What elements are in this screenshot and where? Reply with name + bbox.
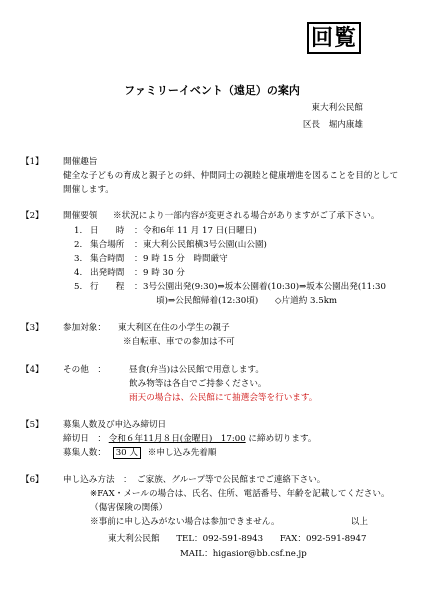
circulation-stamp: 回覧 (307, 22, 361, 54)
item-label: 日 時 (90, 226, 125, 236)
deadline-label: 締切日 ： (63, 434, 106, 444)
item-label: 集合場所 (90, 240, 125, 250)
section-4-line-2: 飲み物等は各自でご持参ください。 (129, 379, 267, 389)
footer-tel[interactable]: TEL：092-591-8943 (176, 534, 264, 544)
item-value: 9 時 15 分 時間厳守 (143, 254, 228, 264)
item-number: 5. (74, 282, 83, 292)
deadline-suffix: に締め切ります。 (248, 434, 317, 444)
item-value: 令和6年 11 月 17 日(日曜日) (143, 226, 257, 236)
section-6-line-2: ※FAX・メールの場合は、氏名、住所、電話番号、年齢を記載してください。 (90, 489, 390, 499)
section-2 (21, 211, 380, 222)
item-label: 出発時間 (90, 268, 125, 278)
section-heading: 開催趣旨 (63, 157, 98, 167)
deadline-value: 令和６年11月８日(金曜日) 17:00 (108, 434, 246, 444)
item-value: 3号公園出発(9:30)⇒坂本公園着(10:30)⇒坂本公園出発(11:30 (143, 282, 386, 292)
section-1-line-1: 健全な子どもの育成と親子との絆、仲間同士の親睦と健康増進を図ることを目的として (63, 171, 399, 181)
list-item: 4. 出発時間 ： 9 時 30 分 (74, 268, 185, 278)
item-number: 4. (74, 268, 83, 278)
count-note: ※申し込み先着順 (147, 448, 217, 458)
section-6-line-3: （傷害保険の関係） (90, 503, 168, 513)
closing-text: 以上 (350, 517, 368, 527)
section-value: 東大利区在住の小学生の親子 (118, 323, 230, 333)
section-5 (21, 420, 167, 431)
section-number: 【4】 (21, 365, 44, 375)
item-number: 3. (74, 254, 83, 264)
section-heading: 開催要領 (63, 211, 98, 221)
section-3 (21, 323, 230, 334)
item-number: 2. (74, 240, 83, 250)
footer-contact (108, 534, 366, 545)
section-number: 【2】 (21, 211, 44, 221)
section-1 (21, 157, 98, 168)
section-heading: 募集人数及び申込み締切日 (63, 420, 167, 430)
section-label: 申し込み方法 ： (63, 475, 132, 485)
section-6-line-4: ※事前に申し込みがない場合は参加できません。 (90, 517, 280, 527)
item-label: 行 程 (90, 282, 125, 292)
list-item: 1. 日 時 ： 令和6年 11 月 17 日(日曜日) (74, 226, 257, 236)
deadline-row (63, 434, 316, 445)
section-number: 【6】 (21, 475, 44, 485)
section-label: 参加対象： (63, 323, 106, 333)
sender-org: 東大利公民館 (311, 103, 363, 113)
page-title: ファミリーイベント（遠足）の案内 (124, 84, 300, 97)
section-line-1: 昼食(弁当)は公民館で用意します。 (129, 365, 264, 375)
count-row (63, 448, 216, 459)
rain-notice: 雨天の場合は、公民館にて抽選会等を行います。 (129, 393, 318, 403)
section-label: その他 ： (63, 365, 106, 375)
sender-head: 区長 堀内康雄 (302, 120, 363, 130)
item-label: 集合時間 (90, 254, 125, 264)
count-label: 募集人数： (63, 448, 106, 458)
section-3-note: ※自転車、車での参加は不可 (123, 337, 235, 347)
footer-org: 東大利公民館 (108, 534, 160, 544)
section-value: ご家族、グループ等で公民館までご連絡下さい。 (137, 475, 326, 485)
count-value: 30 人 (113, 447, 141, 459)
item-value: 9 時 30 分 (143, 268, 185, 278)
item-number: 1. (74, 226, 83, 236)
footer-fax[interactable]: FAX：092-591-8947 (279, 534, 367, 544)
route-line-2: 頃)⇒公民館帰着(12:30頃) (156, 296, 259, 306)
item-value: 東大利公民館横3号公園(山公園) (143, 240, 267, 250)
section-number: 【1】 (21, 157, 44, 167)
section-number: 【5】 (21, 420, 44, 430)
section-4 (21, 365, 264, 376)
section-1-line-2: 開催します。 (63, 185, 114, 195)
section-note: ※状況により一部内容が変更される場合がありますがご了承下さい。 (113, 211, 380, 221)
route-continued (156, 296, 337, 307)
route-distance: ◇片道約 3.5km (274, 296, 338, 306)
footer-mail[interactable]: MAIL：higasior@bb.csf.ne.jp (180, 549, 307, 559)
list-item: 2. 集合場所 ： 東大利公民館横3号公園(山公園) (74, 240, 267, 250)
section-6 (21, 475, 326, 486)
list-item: 3. 集合時間 ： 9 時 15 分 時間厳守 (74, 254, 228, 264)
list-item: 5. 行 程 ： 3号公園出発(9:30)⇒坂本公園着(10:30)⇒坂本公園出発(11:30 (74, 282, 386, 292)
section-number: 【3】 (21, 323, 44, 333)
